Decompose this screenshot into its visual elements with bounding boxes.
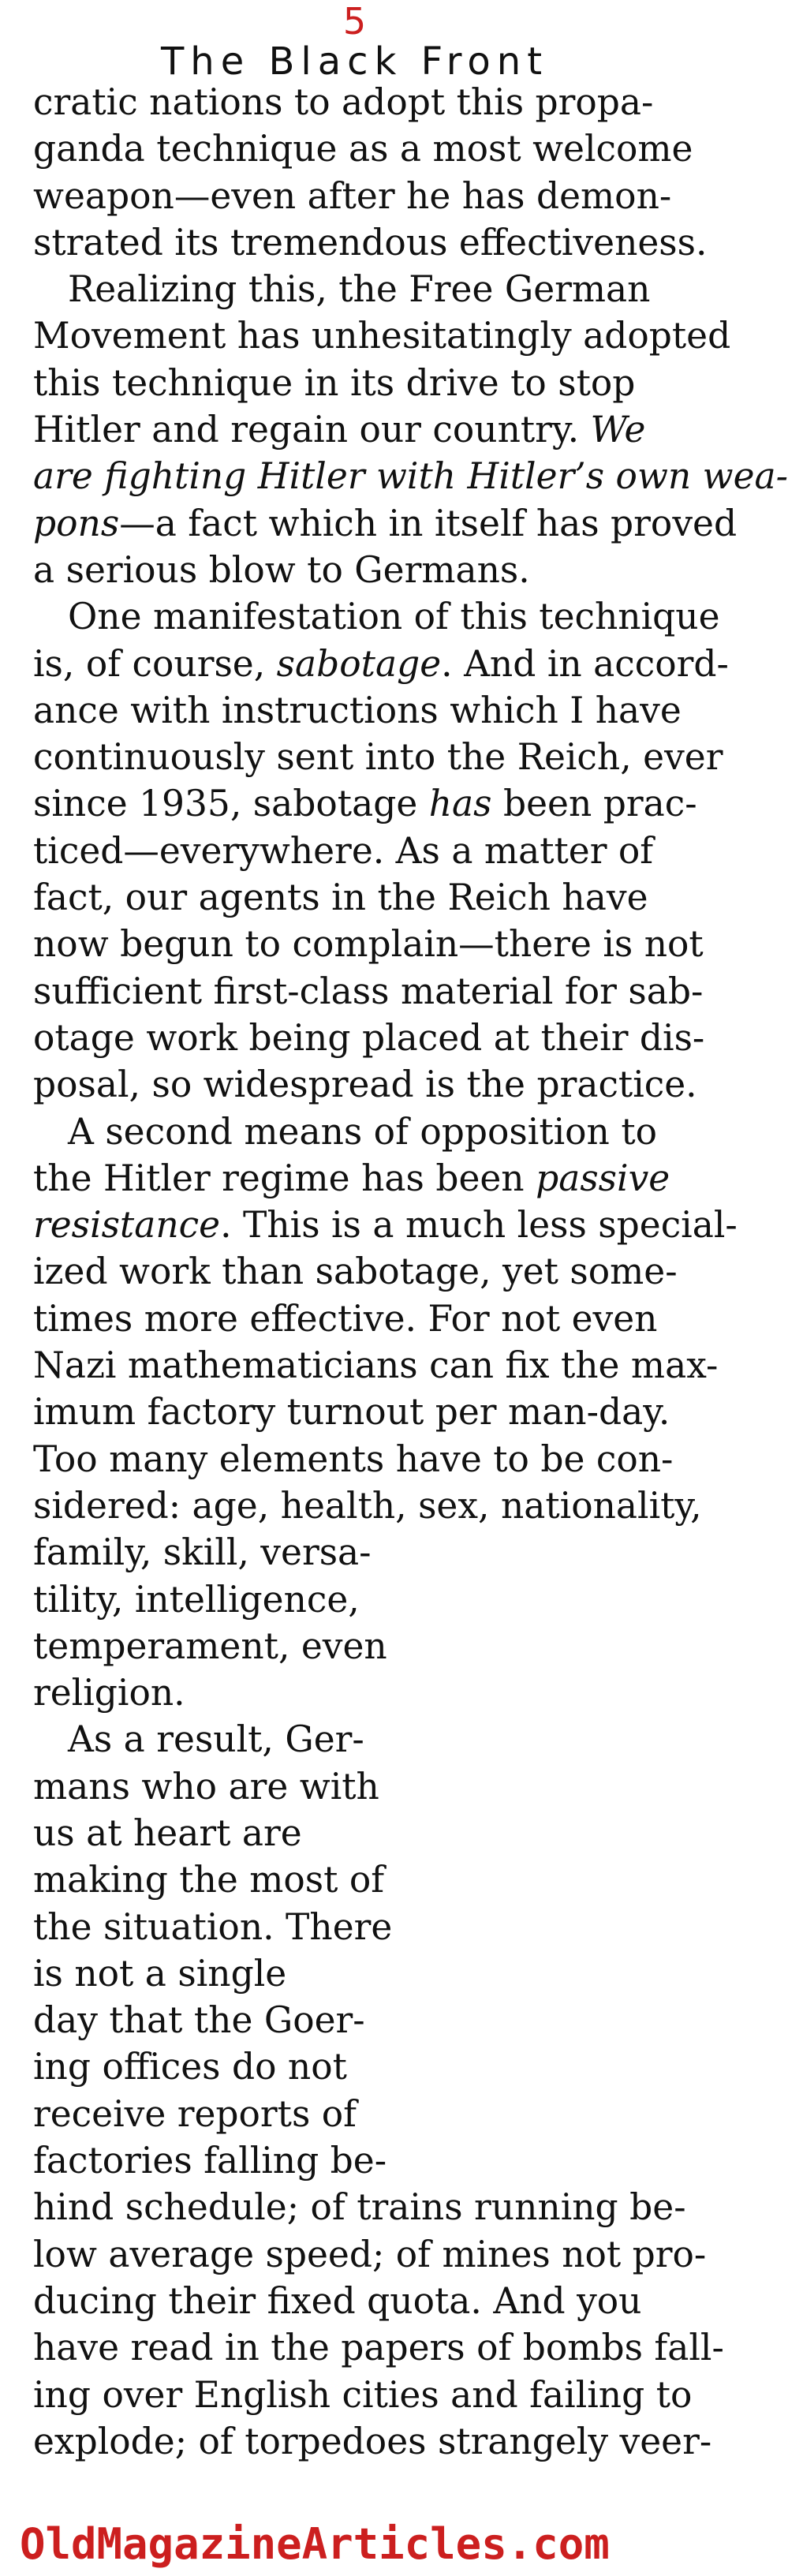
text-line: otage work being placed at their dis- (33, 1016, 705, 1059)
text-line: sidered: age, health, sex, nationality, (33, 1484, 702, 1527)
italic-text: pons (33, 502, 120, 544)
text-line: explode; of torpedoes strangely veer- (33, 2420, 712, 2462)
text-line: tility, intelligence, (33, 1578, 360, 1621)
text-line: this technique in its drive to stop (33, 361, 636, 404)
text-line: now begun to complain—there is not (33, 923, 704, 966)
text-line: low average speed; of mines not pro- (33, 2233, 707, 2275)
text-line: us at heart are (33, 1811, 302, 1854)
text-line: Too many elements have to be con- (33, 1438, 674, 1480)
text-line: since 1935, sabotage has been prac- (33, 783, 697, 825)
text-line: receive reports of (33, 2092, 357, 2135)
text-line: ganda technique as a most welcome (33, 128, 693, 170)
text-line: factories falling be- (33, 2140, 387, 2182)
text-line: ized work than sabotage, yet some- (33, 1251, 678, 1293)
site-watermark: OldMagazineArticles.com (20, 2519, 610, 2569)
text-line: sufficient first-class material for sab- (33, 970, 704, 1012)
text-line: fact, our agents in the Reich have (33, 877, 648, 919)
text-line: day that the Goer- (33, 1999, 365, 2042)
text-line: One manifestation of this technique (68, 596, 720, 638)
text-line: have read in the papers of bombs fall- (33, 2327, 724, 2369)
running-head: The Black Front (160, 39, 549, 84)
text-line: ance with instructions which I have (33, 689, 682, 731)
text-line: Hitler and regain our country. We (33, 409, 646, 451)
text-line: a serious blow to Germans. (33, 548, 530, 591)
italic-text: are fighting Hitler with Hitler’s own wea- (33, 455, 788, 498)
text-line: pons—a fact which in itself has proved (33, 502, 738, 544)
text-line: Nazi mathematicians can fix the max- (33, 1344, 719, 1387)
page-number: 5 (342, 0, 367, 43)
text-line: the situation. There (33, 1905, 393, 1948)
text-line: making the most of (33, 1859, 385, 1901)
text-line: strated its tremendous effectiveness. (33, 221, 708, 264)
text-line: Realizing this, the Free German (68, 268, 651, 311)
text-line: religion. (33, 1672, 185, 1714)
text-line: imum factory turnout per man-day. (33, 1391, 670, 1434)
text-line (33, 453, 788, 499)
text-line: family, skill, versa- (33, 1531, 372, 1574)
text-line: cratic nations to adopt this propa- (33, 81, 654, 123)
text-line: Movement has unhesitatingly adopted (33, 315, 731, 357)
text-line: is, of course, sabotage. And in accord- (33, 642, 729, 685)
italic-text: sabotage (276, 642, 442, 685)
text-line: times more effective. For not even (33, 1297, 658, 1340)
text-line: mans who are with (33, 1765, 379, 1808)
text-line: weapon—even after he has demon- (33, 174, 672, 217)
italic-text: We (590, 409, 646, 451)
text-line: continuously sent into the Reich, ever (33, 736, 723, 779)
text-line: ing over English cities and failing to (33, 2373, 693, 2416)
text-line: the Hitler regime has been passive (33, 1157, 670, 1199)
text-line: As a result, Ger- (68, 1718, 364, 1761)
text-line: ducing their fixed quota. And you (33, 2279, 642, 2322)
text-line: temperament, even (33, 1624, 387, 1667)
text-line: hind schedule; of trains running be- (33, 2186, 686, 2229)
text-line: A second means of opposition to (68, 1110, 657, 1153)
italic-text: resistance (33, 1204, 221, 1247)
text-line: posal, so widespread is the practice. (33, 1064, 697, 1106)
text-line: ticed—everywhere. As a matter of (33, 829, 654, 872)
italic-text: has (428, 783, 492, 825)
italic-text: passive (536, 1157, 670, 1199)
article-body (33, 79, 788, 2465)
text-line: ing offices do not (33, 2046, 347, 2088)
text-line: is not a single (33, 1952, 287, 1995)
text-line: resistance. This is a much less special- (33, 1204, 738, 1247)
